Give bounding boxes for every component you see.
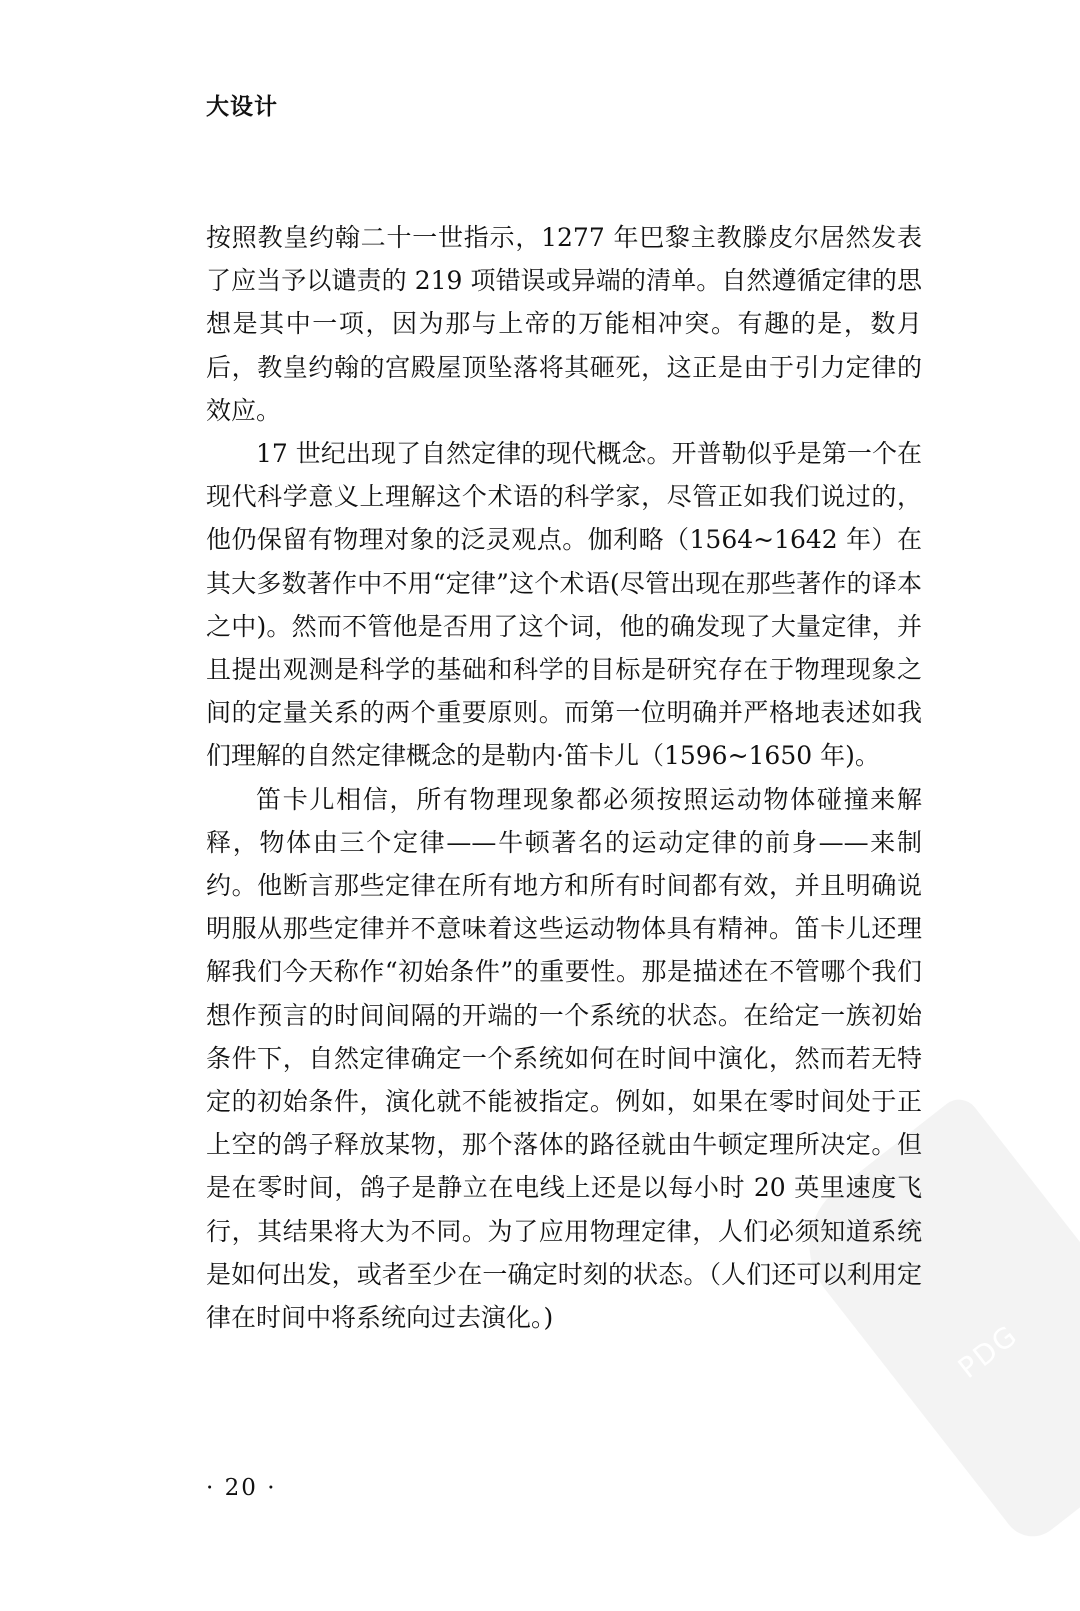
paragraph-3: 笛卡儿相信，所有物理现象都必须按照运动物体碰撞来解释，物体由三个定律——牛顿著名的运动定律的前身——来制约。他断言那些定律在所有地方和所有时间都有效，并且明确说明服从那些定律并不意味着这些运动物体具有精神。笛卡儿还理解我们今天称作“初始条件”的重要性。那是描述在不管哪个我们想作预言的时间间隔的开端的一个系统的状态。在给定一族初始条件下，自然定律确定一个系统如何在时间中演化，然而若无特定的初始条件，演化就不能被指定。例如，如果在零时间处于正上空的鸽子释放某物，那个落体的路径就由牛顿定理所决定。但是在零时间，鸽子是静立在电线上还是以每小时 20 英里速度飞行，其结果将大为不同。为了应用物理定律，人们必须知道系统是如何出发，或者至少在一确定时刻的状态。（人们还可以利用定律在时间中将系统向过去演化。) [206, 784, 922, 1333]
watermark-label: PDG [951, 1318, 1025, 1385]
paragraph-2: 17 世纪出现了自然定律的现代概念。开普勒似乎是第一个在现代科学意义上理解这个术语的科学家，尽管正如我们说过的，他仍保留有物理对象的泛灵观点。伽利略（1564~1642 年）在其大多数著作中不用“定律”这个术语(尽管出现在那些著作的译本之中)。然而不管他是否用了这个词，他的确发现了大量定律，并且提出观测是科学的基础和科学的目标是研究存在于物理现象之间的定量关系的两个重要原则。而第一位明确并严格地表述如我们理解的自然定律概念的是勒内·笛卡儿（1596~1650 年)。 [206, 439, 922, 771]
body-text [206, 216, 922, 1339]
page-number: · 20 · [206, 1475, 277, 1501]
running-header: 大设计 [206, 93, 278, 120]
paragraph-1: 按照教皇约翰二十一世指示，1277 年巴黎主教滕皮尔居然发表了应当予以谴责的 219 项错误或异端的清单。自然遵循定律的思想是其中一项，因为那与上帝的万能相冲突。有趣的是，数月后，教皇约翰的宫殿屋顶坠落将其砸死，这正是由于引力定律的效应。 [206, 223, 922, 425]
